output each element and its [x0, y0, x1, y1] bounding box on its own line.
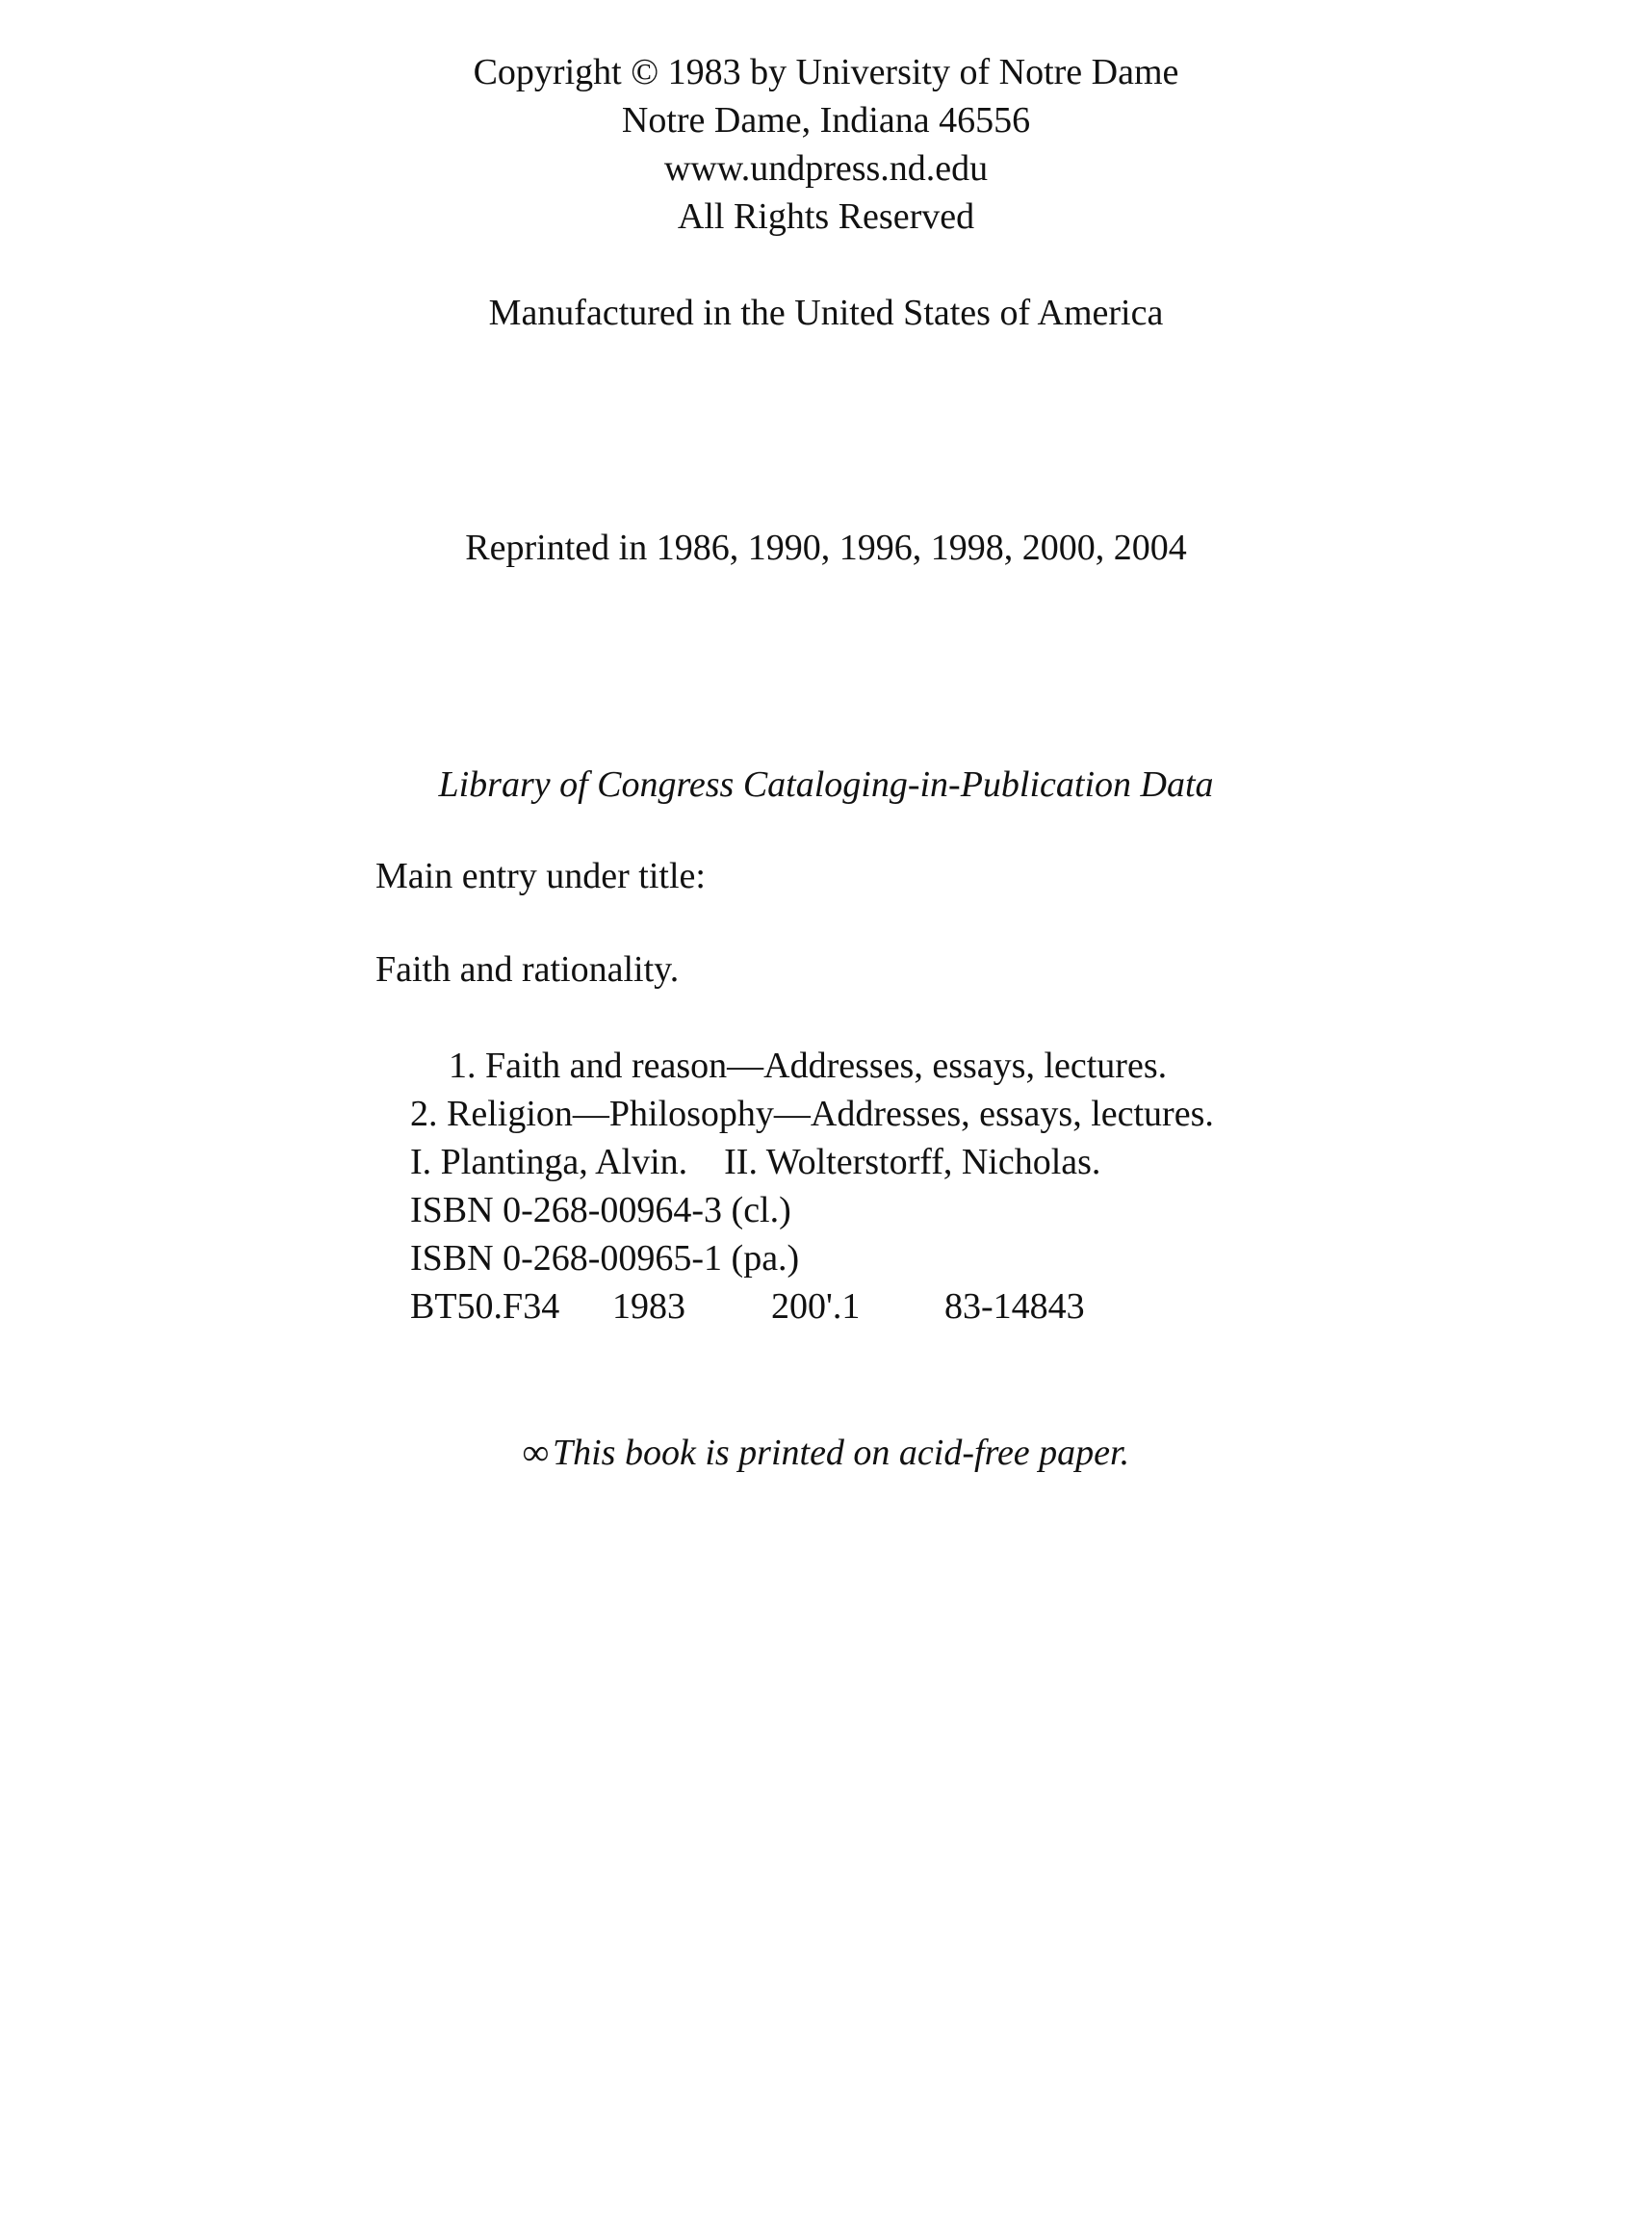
rights-statement: All Rights Reserved — [677, 196, 975, 237]
added-entries: I. Plantinga, Alvin. II. Wolterstorff, Nicholas. — [410, 1142, 1101, 1182]
infinity-icon: ∞ — [522, 1433, 549, 1473]
dewey-number: 200'.1 — [771, 1286, 861, 1327]
acid-free-text: This book is printed on acid-free paper. — [552, 1433, 1130, 1473]
cip-record — [375, 1042, 1214, 1331]
cip-heading: Library of Congress Cataloging-in-Publication Data — [438, 764, 1214, 805]
imprint-block — [0, 48, 1652, 241]
reprint-history: Reprinted in 1986, 1990, 1996, 1998, 2000, 2004 — [465, 528, 1187, 568]
main-entry-label: Main entry under title: — [375, 856, 706, 896]
catalog-title: Faith and rationality. — [375, 949, 680, 990]
acid-free-note — [0, 1429, 1652, 1477]
publisher-website: www.undpress.nd.edu — [663, 148, 989, 189]
call-number-row — [375, 1282, 1214, 1331]
lccn: 83-14843 — [944, 1286, 1085, 1327]
copyright-line: Copyright © 1983 by University of Notre Dame — [473, 52, 1179, 92]
manufactured-line: Manufactured in the United States of America — [488, 293, 1164, 333]
subject-heading-1: 1. Faith and reason—Addresses, essays, lectures. — [449, 1046, 1168, 1086]
classification-year: 1983 — [612, 1286, 685, 1327]
address-line: Notre Dame, Indiana 46556 — [621, 100, 1031, 141]
lc-classification: BT50.F34 — [410, 1286, 560, 1327]
isbn-paper: ISBN 0-268-00965-1 (pa.) — [410, 1238, 800, 1279]
isbn-cloth: ISBN 0-268-00964-3 (cl.) — [410, 1190, 791, 1230]
subject-heading-2: 2. Religion—Philosophy—Addresses, essays, lectures. — [410, 1094, 1214, 1134]
